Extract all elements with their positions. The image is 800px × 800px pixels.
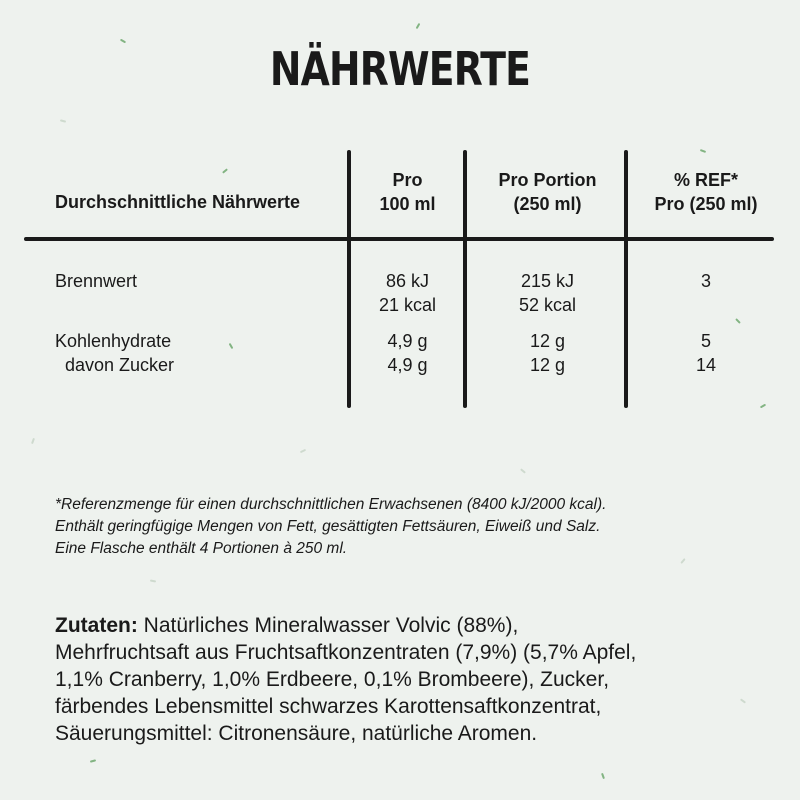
ingredients-label: Zutaten:: [55, 614, 138, 637]
page-title: NÄHRWERTE: [269, 42, 531, 96]
header-label: Durchschnittliche Nährwerte: [55, 192, 301, 212]
header-per-100ml: Pro 100 ml: [379, 170, 436, 214]
cell-kohlenhydrate-portion: 12 g: [529, 331, 566, 351]
footnote: *Referenzmenge für einen durchschnittlichen Erwachsenen (8400 kJ/2000 kcal). Enthält geringfügige Mengen von Fett, gesättigten Fettsäuren, Eiweiß und Salz. Eine Flasche enthält 4 Portionen à 250 ml.: [55, 496, 607, 557]
cell-zucker-portion: 12 g: [529, 355, 566, 375]
row-label-brennwert: Brennwert: [55, 271, 138, 291]
header-ref-percent: % REF* Pro (250 ml): [654, 170, 758, 214]
cell-brennwert-100ml: 86 kJ 21 kcal: [378, 271, 437, 315]
cell-zucker-100ml: 4,9 g: [387, 355, 428, 375]
row-label-kohlenhydrate: Kohlenhydrate: [55, 331, 172, 351]
header-divider: [24, 237, 774, 241]
cell-brennwert-portion: 215 kJ 52 kcal: [518, 271, 577, 315]
ingredients: Zutaten: Natürliches Mineralwasser Volvic (88%), Mehrfruchtsaft aus Fruchtsaftkonzentraten (7,9%) (5,7% Apfel, 1,1% Cranberry, 1,0% Erdbeere, 0,1% Brombeere), Zucker, färbendes Lebensmittel schwarzes Karottensaftkonzentrat, Säuerungsmittel: Citronensäure, natürliche Aromen.: [55, 614, 637, 745]
column-divider: [463, 150, 467, 408]
row-label-zucker: davon Zucker: [65, 355, 175, 375]
column-divider: [347, 150, 351, 408]
cell-zucker-ref: 14: [695, 355, 717, 375]
cell-brennwert-ref: 3: [700, 271, 711, 291]
header-per-portion: Pro Portion (250 ml): [498, 170, 597, 214]
cell-kohlenhydrate-100ml: 4,9 g: [387, 331, 428, 351]
cell-kohlenhydrate-ref: 5: [700, 331, 711, 351]
